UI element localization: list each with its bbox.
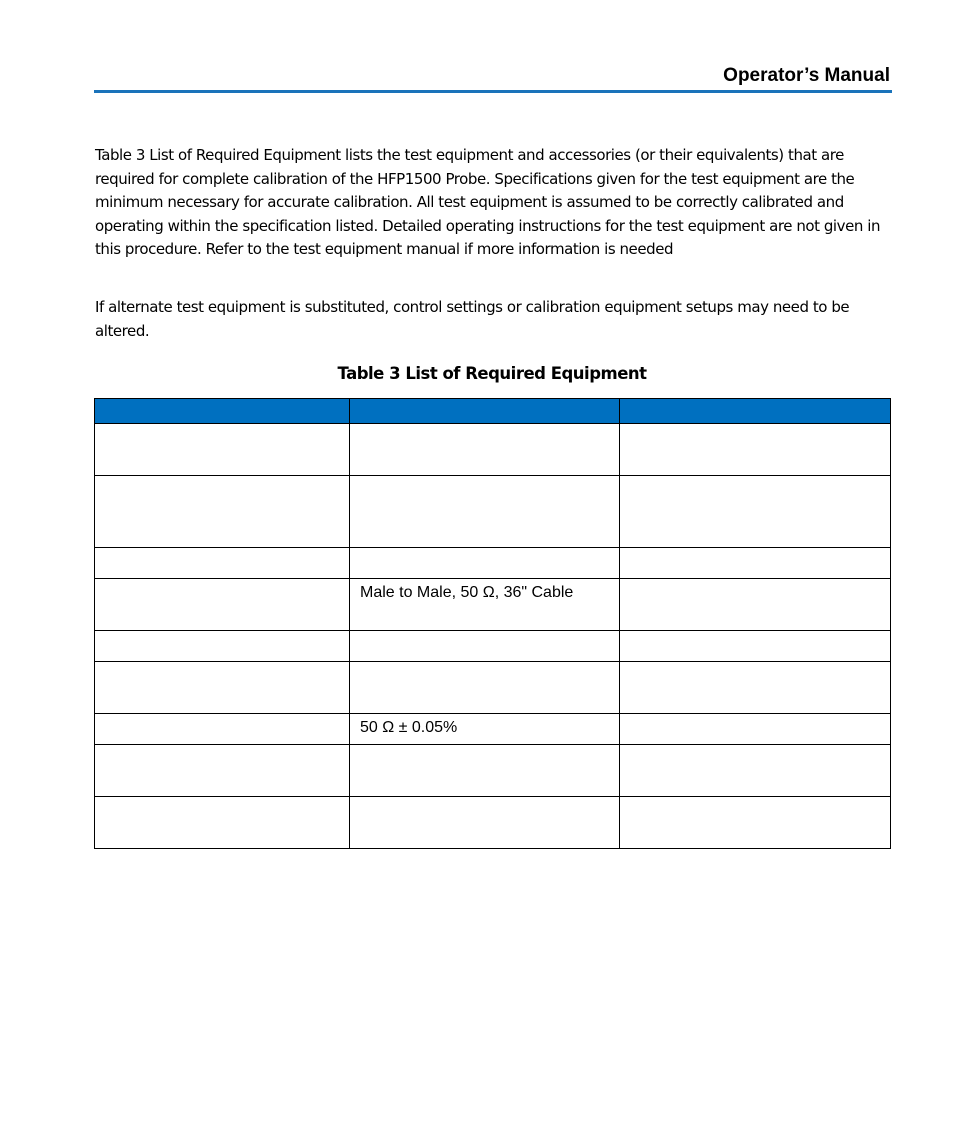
table-cell <box>620 714 891 745</box>
table-row <box>95 579 891 631</box>
table-cell <box>350 424 620 476</box>
table-header-row <box>95 399 891 424</box>
table-cell <box>620 745 891 797</box>
required-equipment-table <box>94 398 891 849</box>
table-row <box>95 797 891 849</box>
table-cell <box>95 548 350 579</box>
table-cell <box>620 797 891 849</box>
table-header-cell <box>95 399 350 424</box>
table-cell <box>620 631 891 662</box>
table-cell <box>95 476 350 548</box>
intro-paragraph: Table 3 List of Required Equipment lists the test equipment and accessories (or their equivalents) that are required for complete calibration of the HFP1500 Probe. Specifications given for the test equipment are the minimum necessary for accurate calibration. All test equipment is assumed to be correctly calibrated and operating within the specification listed. Detailed operating instructions for the test equipment are not given in this procedure. Refer to the test equipment manual if more information is needed <box>95 146 881 259</box>
table-cell <box>620 424 891 476</box>
table-cell: 50 Ω ± 0.05% <box>350 714 620 745</box>
table-row <box>95 662 891 714</box>
table-cell <box>620 579 891 631</box>
table-cell <box>350 745 620 797</box>
table-row <box>95 745 891 797</box>
table-cell <box>95 662 350 714</box>
table-cell <box>95 797 350 849</box>
table-row <box>95 548 891 579</box>
page-header-title: Operator’s Manual <box>723 65 890 86</box>
table-cell <box>95 579 350 631</box>
table-cell <box>95 745 350 797</box>
table-cell <box>95 714 350 745</box>
substitution-paragraph: If alternate test equipment is substituted, control settings or calibration equipment setups may need to be altered. <box>95 298 850 340</box>
table-cell <box>350 476 620 548</box>
table-header-cell <box>620 399 891 424</box>
table-row <box>95 476 891 548</box>
header-divider <box>94 90 892 93</box>
table-cell <box>620 476 891 548</box>
table-cell <box>620 548 891 579</box>
table-cell <box>95 631 350 662</box>
table-cell <box>350 797 620 849</box>
table-cell <box>95 424 350 476</box>
table-cell <box>350 631 620 662</box>
table-cell <box>350 548 620 579</box>
table-row <box>95 631 891 662</box>
table-caption: Table 3 List of Required Equipment <box>337 364 647 383</box>
table-header-cell <box>350 399 620 424</box>
table-row <box>95 714 891 745</box>
table-cell <box>620 662 891 714</box>
table-cell <box>350 662 620 714</box>
table-cell: Male to Male, 50 Ω, 36" Cable <box>350 579 620 631</box>
table-row <box>95 424 891 476</box>
